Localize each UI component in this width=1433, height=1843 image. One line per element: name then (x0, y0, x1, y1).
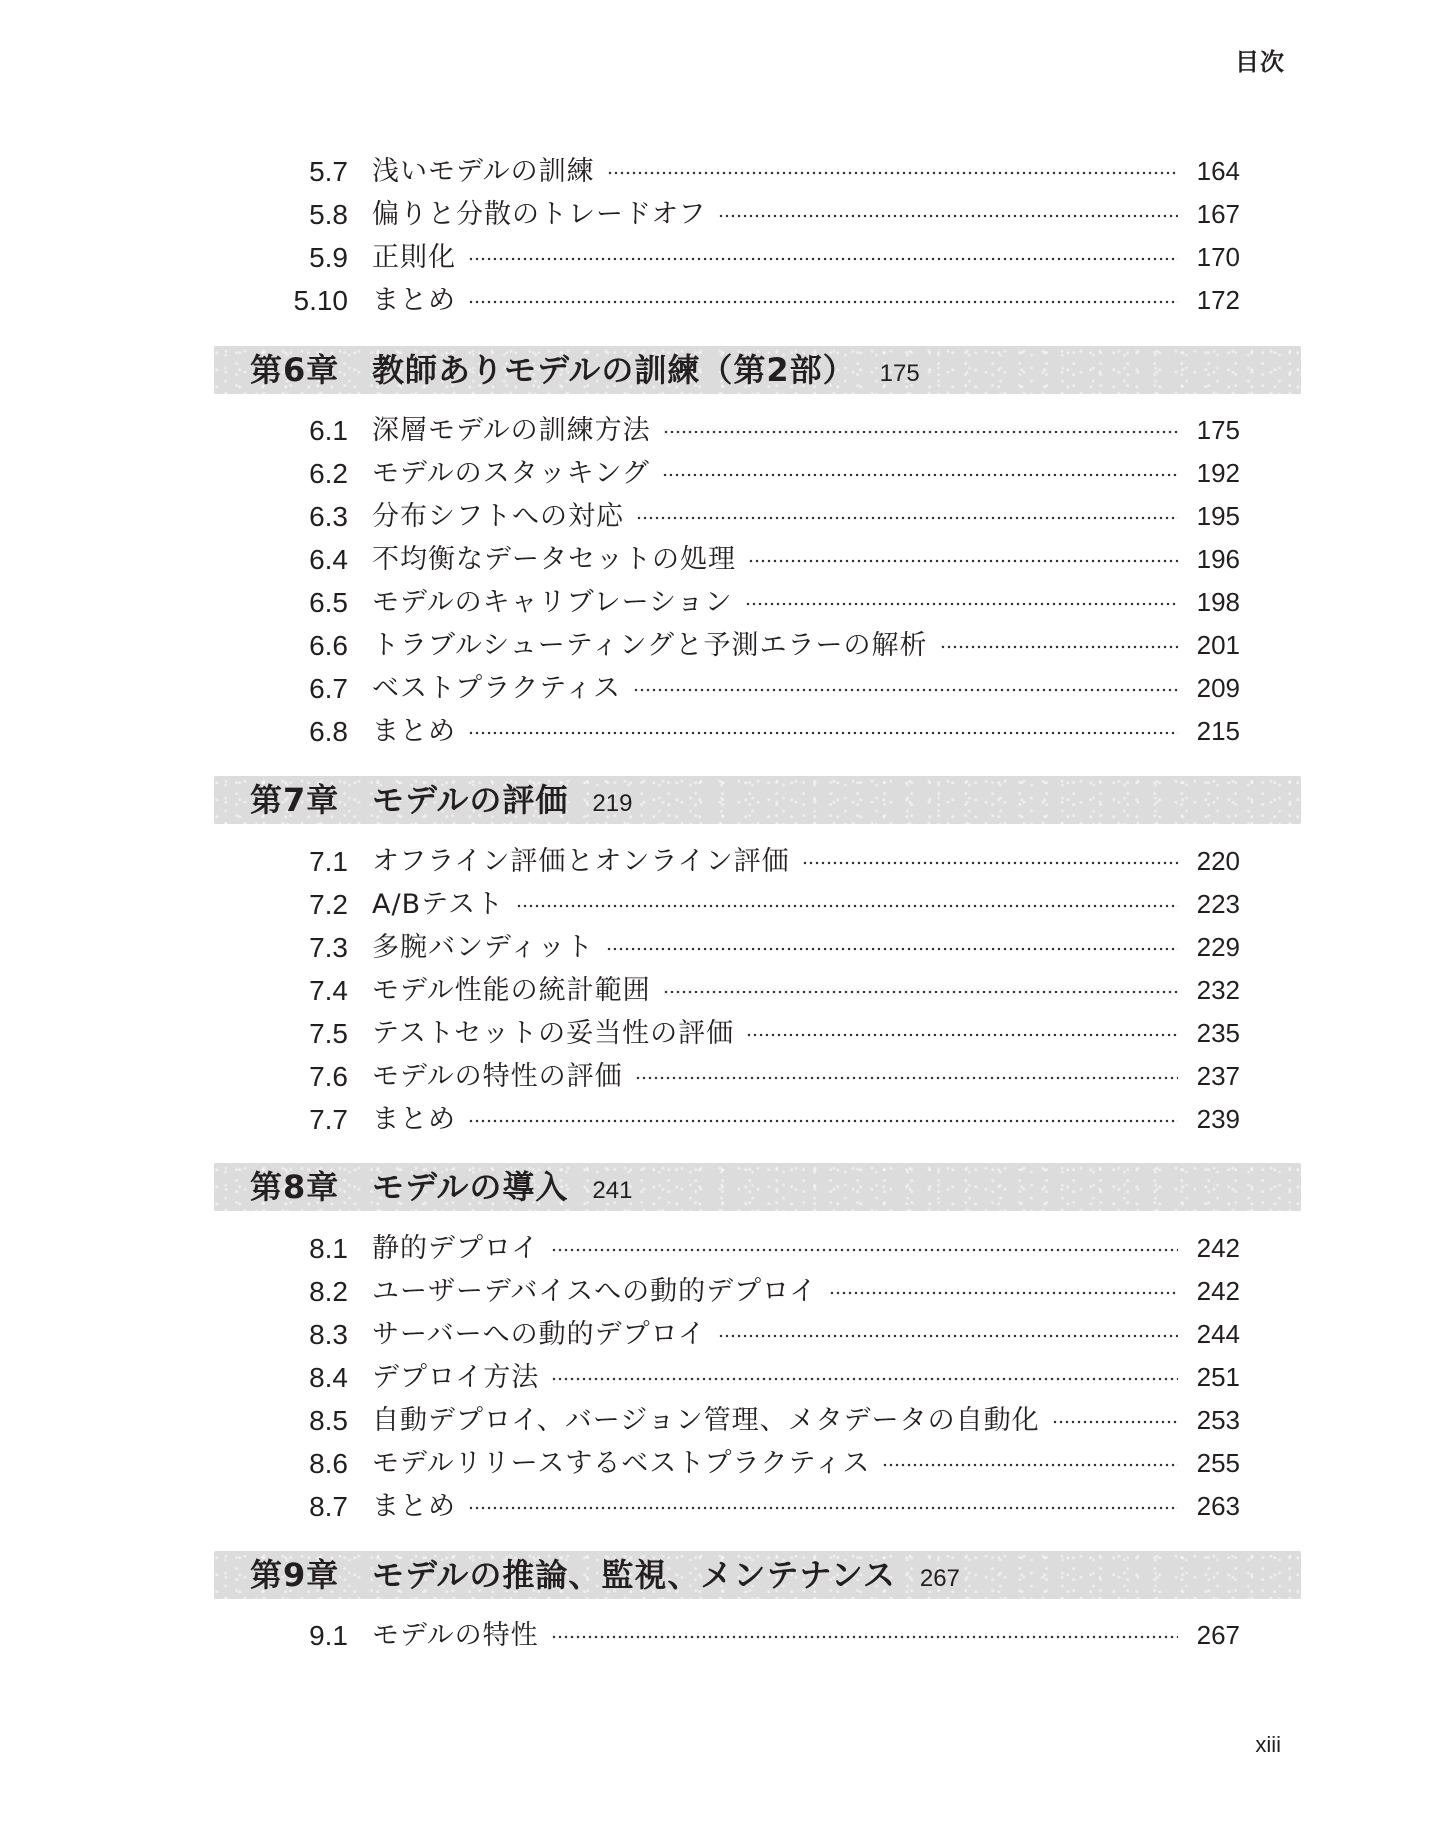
dot-leader (516, 904, 1178, 908)
dot-leader (607, 171, 1178, 175)
chapter-title-wrap (372, 1551, 960, 1599)
toc-entry[interactable] (0, 1313, 1433, 1356)
chapter-title-wrap (372, 776, 632, 824)
section-title: モデルのキャリブレーション (372, 587, 733, 618)
toc-entry[interactable] (0, 1270, 1433, 1313)
section-number: 6.8 (309, 716, 348, 747)
toc-entry[interactable] (0, 1442, 1433, 1485)
toc-entry[interactable] (0, 581, 1433, 624)
toc-entry[interactable] (0, 840, 1433, 883)
chapter-page: 219 (592, 790, 633, 817)
page-number: 170 (1196, 242, 1240, 272)
page-number: 255 (1196, 1448, 1240, 1478)
page-number: 232 (1196, 975, 1240, 1005)
section-title: モデルリリースするベストプラクティス (372, 1448, 871, 1479)
dot-leader (1052, 1420, 1178, 1424)
dot-leader (635, 1076, 1178, 1080)
toc-entry[interactable] (0, 1614, 1433, 1657)
section-title: トラブルシューティングと予測エラーの解析 (372, 630, 928, 661)
page-number: 251 (1196, 1362, 1240, 1392)
page-number: 237 (1196, 1061, 1240, 1091)
section-number: 8.2 (309, 1276, 348, 1307)
toc-entry[interactable] (0, 1485, 1433, 1528)
page-number: 209 (1196, 673, 1240, 703)
section-title: モデル性能の統計範囲 (372, 975, 651, 1006)
page-number: 201 (1196, 630, 1240, 660)
section-number: 8.1 (309, 1233, 348, 1264)
section-title: 深層モデルの訓練方法 (372, 415, 651, 446)
chapter-title-wrap (372, 346, 920, 394)
page-number: 223 (1196, 889, 1240, 919)
dot-leader (748, 559, 1178, 563)
toc-entry[interactable] (0, 452, 1433, 495)
toc-entry[interactable] (0, 667, 1433, 710)
page-number: 164 (1196, 156, 1240, 186)
toc-entry[interactable] (0, 538, 1433, 581)
chapter-title: モデルの評価 (372, 781, 569, 819)
page-number: 220 (1196, 846, 1240, 876)
chapter-number: 第6章 (250, 351, 340, 389)
dot-leader (745, 602, 1179, 606)
section-number: 8.6 (309, 1448, 348, 1479)
chapter-heading[interactable] (214, 1163, 1301, 1211)
toc-entry[interactable] (0, 710, 1433, 753)
dot-leader (663, 990, 1178, 994)
chapter-heading[interactable] (214, 346, 1301, 394)
section-number: 7.7 (309, 1104, 348, 1135)
toc-entry[interactable] (0, 624, 1433, 667)
chapter-title: モデルの推論、監視、メンテナンス (372, 1556, 896, 1594)
page-number: 239 (1196, 1104, 1240, 1134)
section-title: モデルの特性 (372, 1620, 539, 1651)
section-number: 6.2 (309, 458, 348, 489)
toc-entry[interactable] (0, 236, 1433, 279)
chapter-page: 175 (879, 360, 920, 387)
section-number: 7.1 (309, 846, 348, 877)
section-title: サーバーへの動的デプロイ (372, 1319, 706, 1350)
section-number: 5.8 (309, 199, 348, 230)
section-number: 7.4 (309, 975, 348, 1006)
dot-leader (882, 1463, 1178, 1467)
section-title: 正則化 (372, 242, 456, 273)
toc-entry[interactable] (0, 1356, 1433, 1399)
section-title: 自動デプロイ、バージョン管理、メタデータの自動化 (372, 1405, 1040, 1436)
section-number: 7.3 (309, 932, 348, 963)
page-number: 172 (1196, 285, 1240, 315)
section-number: 8.3 (309, 1319, 348, 1350)
section-number: 7.6 (309, 1061, 348, 1092)
page-number: 196 (1196, 544, 1240, 574)
dot-leader (633, 688, 1178, 692)
toc-entry[interactable] (0, 1399, 1433, 1442)
chapter-page: 267 (919, 1565, 960, 1592)
page-number: 263 (1196, 1491, 1240, 1521)
section-title: テストセットの妥当性の評価 (372, 1018, 735, 1049)
chapter-page: 241 (592, 1177, 633, 1204)
dot-leader (718, 214, 1178, 218)
section-number: 7.2 (309, 889, 348, 920)
section-title: ベストプラクティス (372, 673, 622, 704)
section-number: 7.5 (309, 1018, 348, 1049)
dot-leader (551, 1635, 1178, 1639)
page-number: 242 (1196, 1233, 1240, 1263)
dot-leader (468, 731, 1178, 735)
section-number: 6.7 (309, 673, 348, 704)
toc-entry[interactable] (0, 495, 1433, 538)
dot-leader (802, 861, 1178, 865)
dot-leader (551, 1377, 1178, 1381)
section-number: 5.10 (293, 285, 348, 316)
section-number: 5.9 (309, 242, 348, 273)
page-number: 229 (1196, 932, 1240, 962)
section-title: モデルの特性の評価 (372, 1061, 623, 1092)
chapter-number: 第9章 (250, 1556, 340, 1594)
page-number: 235 (1196, 1018, 1240, 1048)
dot-leader (718, 1334, 1178, 1338)
page-number: 192 (1196, 458, 1240, 488)
section-title: 偏りと分散のトレードオフ (372, 199, 707, 230)
dot-leader (468, 257, 1178, 261)
section-title: まとめ (372, 285, 456, 316)
dot-leader (551, 1248, 1178, 1252)
dot-leader (746, 1033, 1178, 1037)
dot-leader (468, 1506, 1178, 1510)
toc-entry[interactable] (0, 150, 1433, 193)
section-number: 8.4 (309, 1362, 348, 1393)
page-number: 175 (1196, 415, 1240, 445)
section-number: 5.7 (309, 156, 348, 187)
page-number: 198 (1196, 587, 1240, 617)
dot-leader (468, 300, 1178, 304)
page-number: 244 (1196, 1319, 1240, 1349)
section-number: 6.3 (309, 501, 348, 532)
chapter-number: 第7章 (250, 781, 340, 819)
dot-leader (663, 430, 1178, 434)
section-number: 8.7 (309, 1491, 348, 1522)
toc-entry[interactable] (0, 409, 1433, 452)
page-number: 195 (1196, 501, 1240, 531)
page-number: 242 (1196, 1276, 1240, 1306)
section-title: 静的デプロイ (372, 1233, 540, 1264)
toc-entry[interactable] (0, 883, 1433, 926)
chapter-title-wrap (372, 1163, 632, 1211)
section-title: まとめ (372, 716, 456, 747)
toc-entry[interactable] (0, 969, 1433, 1012)
dot-leader (606, 947, 1178, 951)
section-number: 6.1 (309, 415, 348, 446)
section-number: 9.1 (309, 1620, 348, 1651)
section-title: 分布シフトへの対応 (372, 501, 624, 532)
section-number: 6.5 (309, 587, 348, 618)
section-title: まとめ (372, 1491, 456, 1522)
section-title: ユーザーデバイスへの動的デプロイ (372, 1276, 818, 1307)
chapter-number: 第8章 (250, 1168, 340, 1206)
page-number: 253 (1196, 1405, 1240, 1435)
dot-leader (636, 516, 1178, 520)
dot-leader (468, 1119, 1178, 1123)
page-folio: xiii (1255, 1732, 1281, 1757)
section-title: モデルのスタッキング (372, 458, 650, 489)
dot-leader (829, 1291, 1178, 1295)
chapter-heading[interactable] (214, 776, 1301, 824)
toc-entry[interactable] (0, 1098, 1433, 1141)
chapter-title: モデルの導入 (372, 1168, 569, 1206)
section-title: まとめ (372, 1104, 456, 1135)
page-number: 267 (1196, 1620, 1240, 1650)
toc-entry[interactable] (0, 279, 1433, 322)
section-title: デプロイ方法 (372, 1362, 540, 1393)
toc-entry[interactable] (0, 1012, 1433, 1055)
toc-entry[interactable] (0, 1227, 1433, 1270)
toc-entry[interactable] (0, 1055, 1433, 1098)
section-number: 6.6 (309, 630, 348, 661)
section-title: 不均衡なデータセットの処理 (372, 544, 736, 575)
section-number: 6.4 (309, 544, 348, 575)
dot-leader (662, 473, 1178, 477)
section-title: オフライン評価とオンライン評価 (372, 846, 790, 877)
dot-leader (940, 645, 1178, 649)
page-number: 215 (1196, 716, 1240, 746)
chapter-title: 教師ありモデルの訓練（第2部） (372, 351, 856, 389)
toc-entry[interactable] (0, 193, 1433, 236)
section-title: 浅いモデルの訓練 (372, 156, 595, 187)
page-number: 167 (1196, 199, 1240, 229)
running-head: 目次 (1235, 48, 1285, 76)
section-number: 8.5 (309, 1405, 348, 1436)
chapter-heading[interactable] (214, 1551, 1301, 1599)
section-title: 多腕バンディット (372, 932, 594, 963)
toc-entry[interactable] (0, 926, 1433, 969)
section-title: A/Bテスト (372, 889, 505, 920)
